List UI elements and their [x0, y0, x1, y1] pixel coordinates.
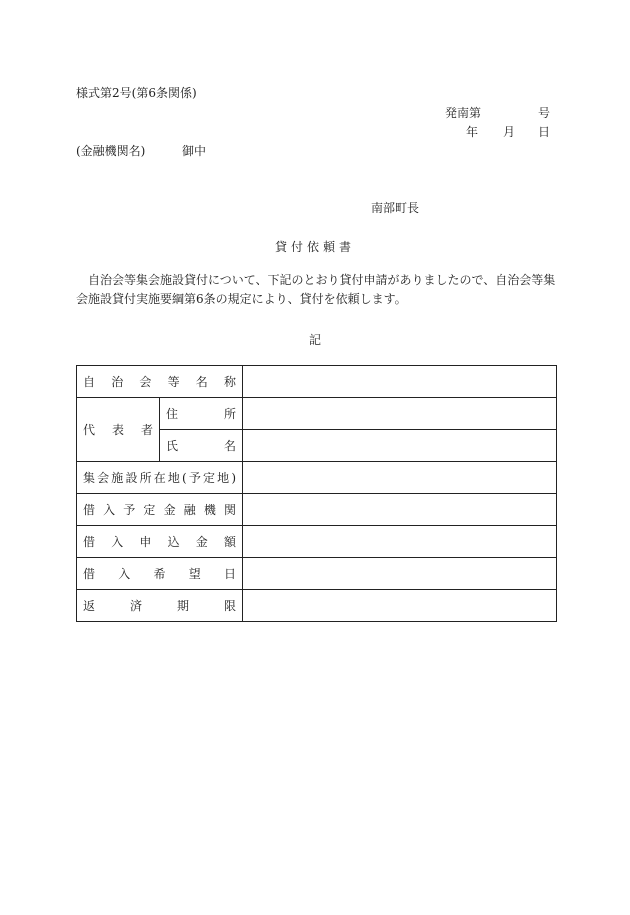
application-amount-label: 借入申込金額 [77, 526, 243, 558]
address-field[interactable] [243, 398, 557, 430]
planned-bank-field[interactable] [243, 494, 557, 526]
issue-number-label: 発南第 [445, 106, 482, 120]
recipient-bank: (金融機関名) [76, 144, 146, 158]
facility-location-field[interactable] [243, 462, 557, 494]
table-row [77, 590, 557, 622]
date-month-label: 月 [503, 125, 516, 139]
table-row [77, 494, 557, 526]
table-row [77, 398, 557, 430]
loan-request-table [76, 365, 557, 622]
association-name-field[interactable] [243, 366, 557, 398]
desired-date-label: 借入希望日 [77, 558, 243, 590]
name-field[interactable] [243, 430, 557, 462]
ki-heading: 記 [308, 333, 321, 347]
form-number: 様式第2号(第6条関係) [76, 86, 197, 100]
date-year-label: 年 [466, 125, 479, 139]
document-title: 貸付依頼書 [274, 240, 355, 254]
table-row [77, 558, 557, 590]
table-row [77, 462, 557, 494]
sender-name: 南部町長 [371, 201, 420, 215]
desired-date-field[interactable] [243, 558, 557, 590]
date-day-label: 日 [538, 125, 551, 139]
repayment-period-field[interactable] [243, 590, 557, 622]
facility-location-label: 集会施設所在地(予定地) [77, 462, 243, 494]
address-label: 住所 [160, 398, 243, 430]
association-name-label: 自治会等名称 [77, 366, 243, 398]
body-paragraph: 自治会等集会施設貸付について、下記のとおり貸付申請がありましたので、自治会等集会施設貸付実施要綱第6条の規定により、貸付を依頼します。 [76, 273, 556, 306]
table-row [77, 366, 557, 398]
planned-bank-label: 借入予定金融機関 [77, 494, 243, 526]
repayment-period-label: 返済期限 [77, 590, 243, 622]
table-row [77, 526, 557, 558]
application-amount-field[interactable] [243, 526, 557, 558]
issue-number-suffix: 号 [538, 106, 551, 120]
name-label: 氏名 [160, 430, 243, 462]
representative-label: 代表者 [77, 398, 160, 462]
recipient-honorific: 御中 [182, 144, 207, 158]
